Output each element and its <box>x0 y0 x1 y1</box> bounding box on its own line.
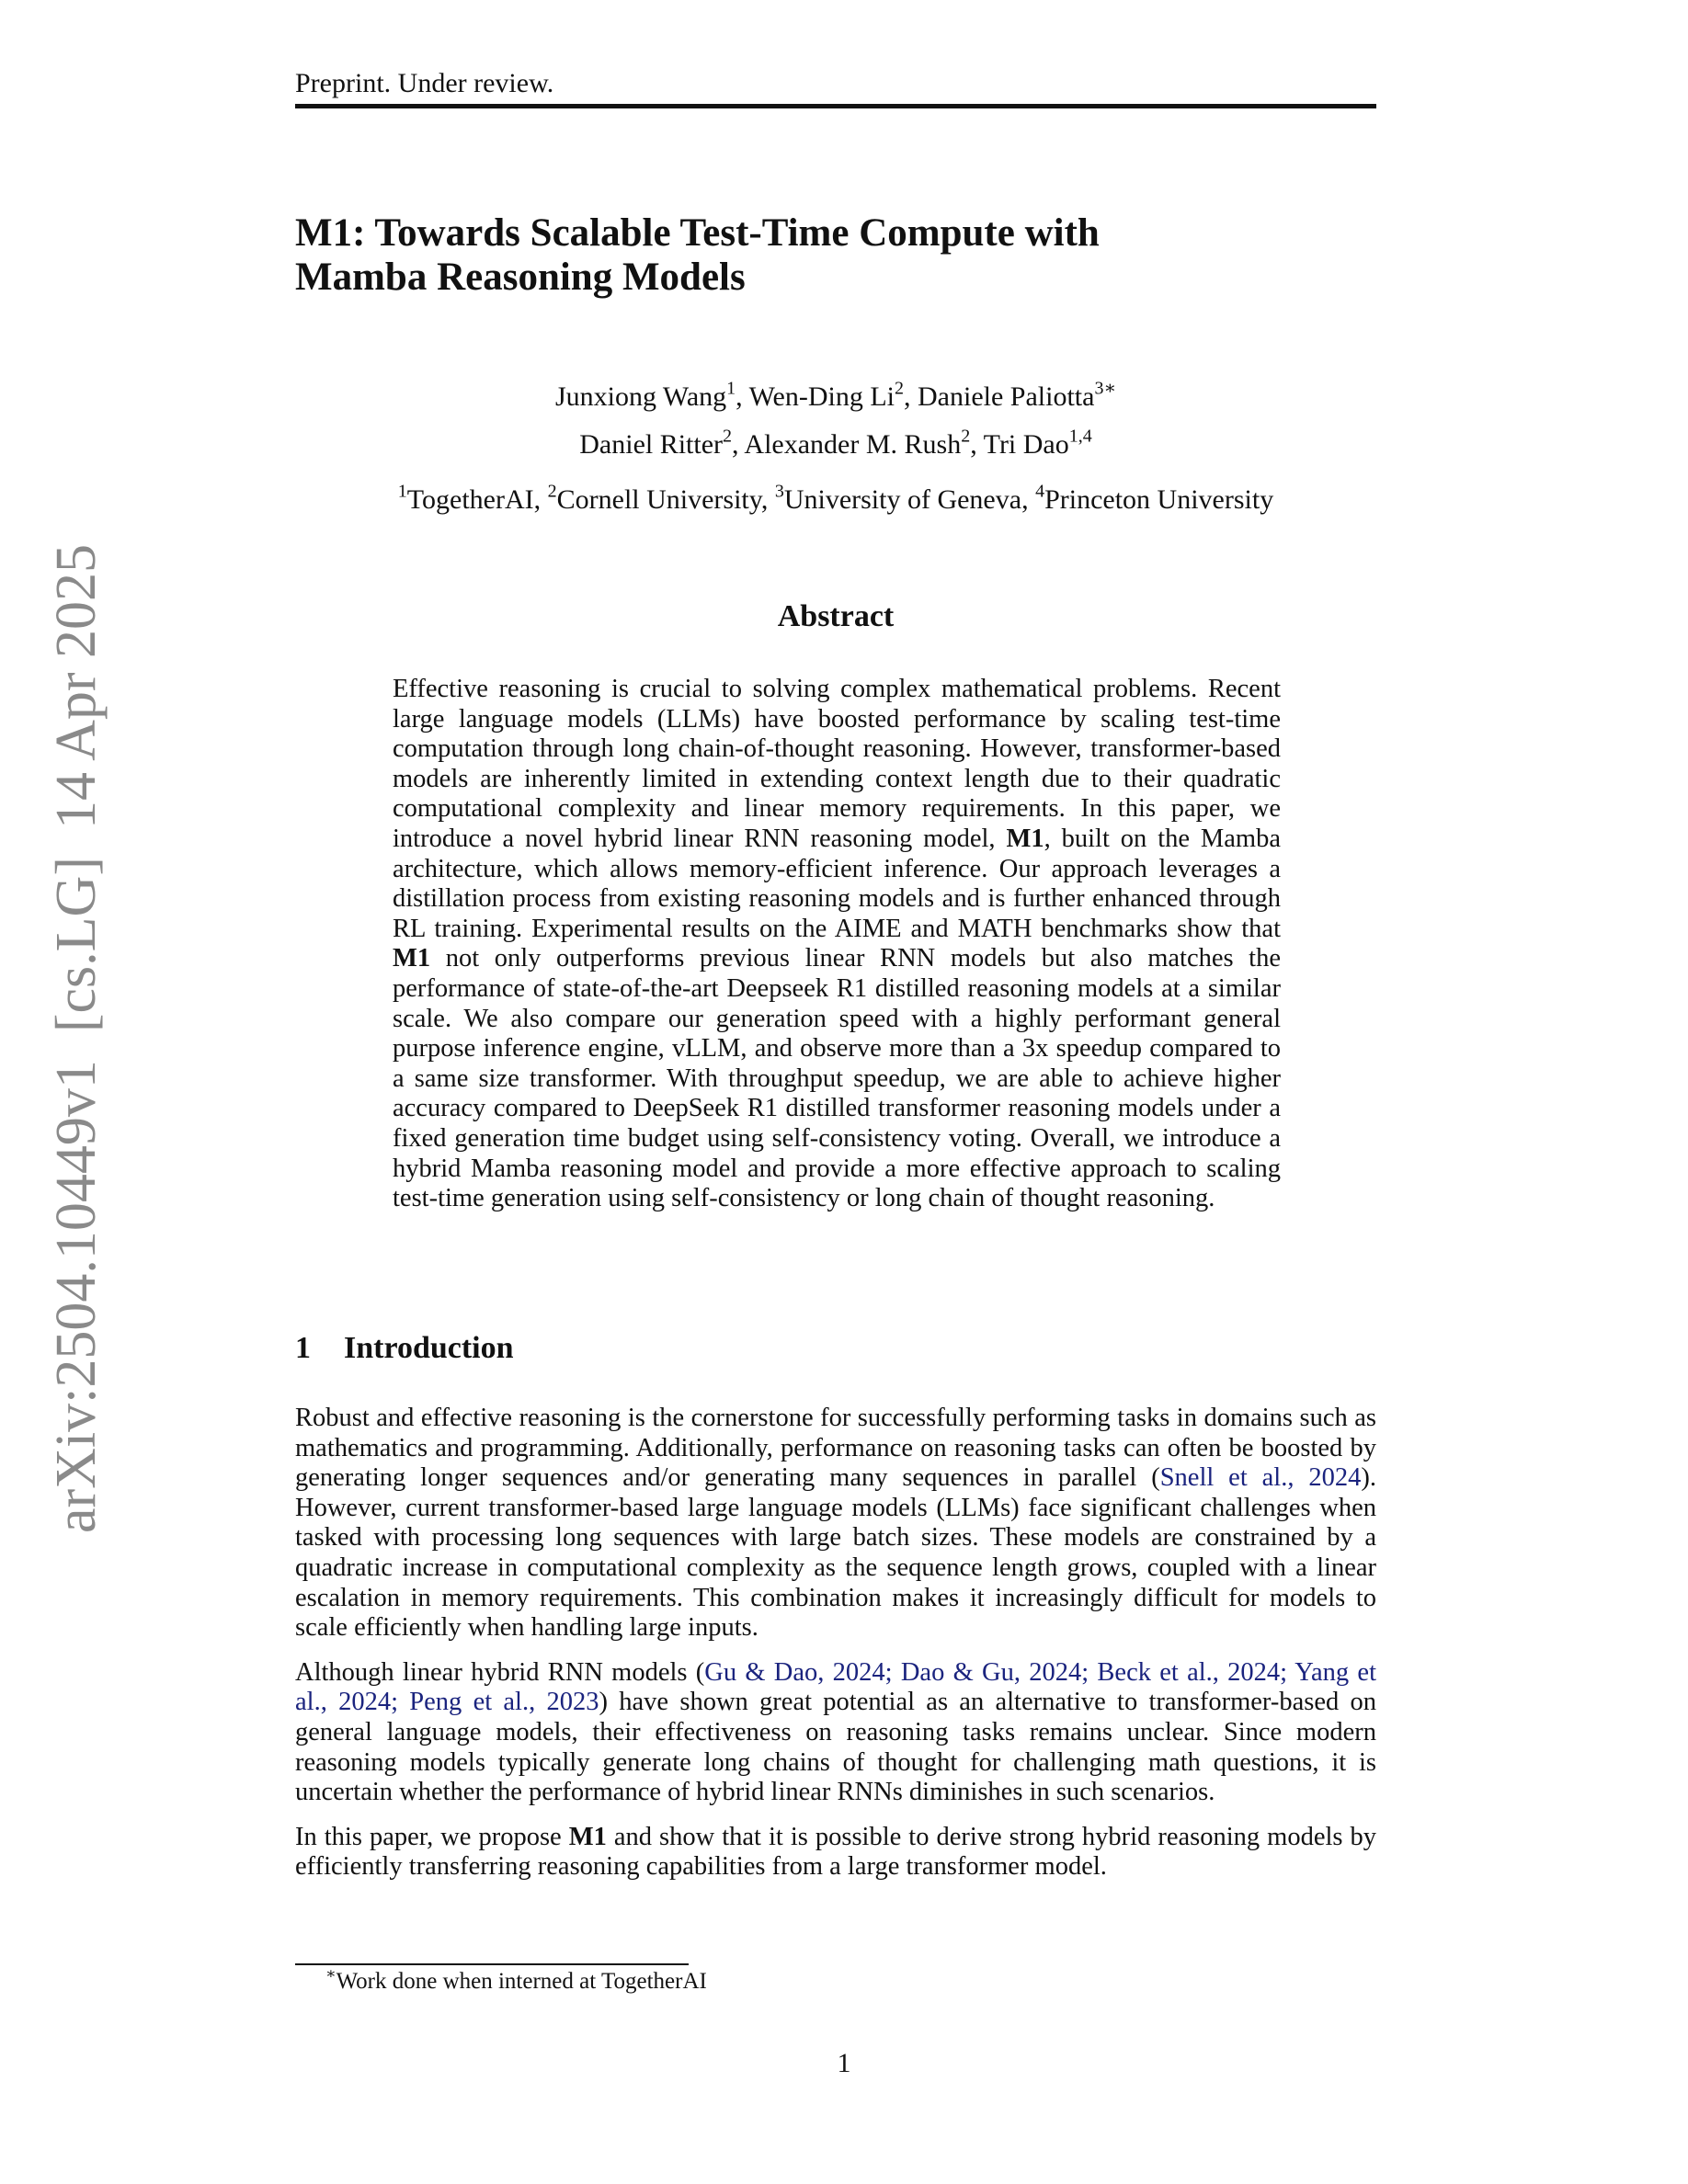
title-line-2: Mamba Reasoning Models <box>295 256 746 299</box>
affil-separator: , <box>760 484 775 515</box>
author-affil-mark: 2 <box>961 426 971 447</box>
author-separator: , <box>732 429 745 460</box>
author-separator: , <box>970 429 984 460</box>
affil-number: 2 <box>547 481 557 502</box>
affiliation-name: University of Geneva <box>783 484 1022 515</box>
paragraph-segment: ). However, current transformer-based large language models (LLMs) face significant challenges when tasked with processing long sequences with large batch sizes. These models are constrained by a quadratic increase in computational complexity as the sequence length grows, coupled with a linear escalation in memory requirements. This combination makes it increasingly difficult for models to scale efficiently when handling large inputs. <box>295 1463 1376 1643</box>
arxiv-category: [cs.LG] <box>45 857 108 1033</box>
section-title: Introduction <box>344 1331 514 1365</box>
introduction-body <box>295 1404 1376 1897</box>
affiliation-name: TogetherAI <box>406 484 534 515</box>
intro-paragraph-2 <box>295 1658 1376 1808</box>
author-affil-mark: 2 <box>723 426 733 447</box>
abstract-text <box>393 675 1281 1214</box>
paragraph-segment: In this paper, we propose <box>295 1822 569 1851</box>
intro-paragraph-1 <box>295 1404 1376 1644</box>
footnote-text: Work done when interned at TogetherAI <box>336 1969 707 1994</box>
citation-link[interactable]: Snell et al., 2024 <box>1159 1463 1362 1493</box>
affil-number: 1 <box>397 481 407 502</box>
author-name: Wen-Ding Li <box>748 381 895 412</box>
paragraph-segment: Although linear hybrid RNN models ( <box>295 1657 705 1687</box>
author-name: Daniele Paliotta <box>918 381 1095 412</box>
author-separator: , <box>904 381 918 412</box>
affil-number: 3 <box>774 481 784 502</box>
section-number: 1 <box>295 1331 311 1365</box>
header-rule <box>295 104 1376 108</box>
affil-number: 4 <box>1035 481 1045 502</box>
affiliation-name: Princeton University <box>1044 484 1274 515</box>
affiliation-name: Cornell University <box>556 484 761 515</box>
paragraph-segment: and show that it is possible to derive strong hybrid reasoning models by efficiently transferring reasoning capabilities from a large transformer model. <box>295 1822 1377 1882</box>
author-separator: , <box>736 381 749 412</box>
arxiv-date: 14 Apr 2025 <box>45 544 108 830</box>
author-name: Alexander M. Rush <box>744 429 962 460</box>
affiliation-line <box>295 476 1376 524</box>
author-line-2 <box>295 421 1376 469</box>
author-affil-mark: 3∗ <box>1094 378 1117 399</box>
paper-title <box>295 211 1306 300</box>
footnote-rule <box>295 1963 689 1965</box>
author-block <box>295 373 1376 524</box>
page-number: 1 <box>837 2048 851 2078</box>
model-name-bold: M1 <box>393 944 431 973</box>
abstract-segment: not only outperforms previous linear RNN models but also matches the performance of state-of-the-art Deepseek R1 distilled reasoning models at a similar scale. We also compare our generation speed with a highly performant general purpose inference engine, vLLM, and observe more than a 3x speedup compared to a same size transformer. With throughput speedup, we are able to achieve higher accuracy compared to DeepSeek R1 distilled transformer reasoning models under a fixed generation time budget using self-consistency voting. Overall, we introduce a hybrid Mamba reasoning model and provide a more effective approach to scaling test-time generation using self-consistency or long chain of thought reasoning. <box>393 944 1281 1213</box>
footnote <box>325 1964 707 1995</box>
intro-paragraph-3 <box>295 1823 1376 1883</box>
author-name: Junxiong Wang <box>554 381 727 412</box>
paragraph-segment: ) have shown great potential as an alternative to transformer-based on general language models, their effectiveness on reasoning tasks remains unclear. Since modern reasoning models typically generate long chains of thought for challenging math questions, it is uncertain whether the performance of hybrid linear RNNs diminishes in such scenarios. <box>295 1688 1377 1807</box>
author-affil-mark: 1 <box>726 378 736 399</box>
abstract-segment: Effective reasoning is crucial to solving complex mathematical problems. Recent large language models (LLMs) have boosted performance by scaling test-time computation through long chain-of-thought reasoning. However, transformer-based models are inherently limited in extending context length due to their quadratic computational complexity and linear memory requirements. In this paper, we introduce a novel hybrid linear RNN reasoning model, <box>393 675 1281 853</box>
arxiv-id: arXiv:2504.10449v1 <box>45 1060 108 1533</box>
running-head: Preprint. Under review. <box>295 68 554 98</box>
author-affil-mark: 2 <box>895 378 905 399</box>
author-name: Tri Dao <box>983 429 1069 460</box>
footnote-mark: ∗ <box>325 1964 336 1983</box>
author-affil-mark: 1,4 <box>1068 426 1092 447</box>
model-name-bold: M1 <box>1006 824 1044 853</box>
author-name: Daniel Ritter <box>579 429 724 460</box>
abstract-heading: Abstract <box>777 599 895 633</box>
author-line-1 <box>295 373 1376 421</box>
abstract-segment: , built on the Mamba architecture, which allows memory-efficient inference. Our approach leverages a distillation process from existing reasoning models and is further enhanced through RL training. Experimental results on the AIME and MATH benchmarks show that <box>393 824 1281 943</box>
affil-separator: , <box>533 484 548 515</box>
title-line-1: M1: Towards Scalable Test-Time Compute with <box>295 211 1100 255</box>
citation-links[interactable]: Gu & Dao, 2024; Dao & Gu, 2024; Beck et al., 2024; Yang et al., 2024; Peng et al., 2023 <box>295 1657 1376 1717</box>
section-heading-introduction <box>295 1331 514 1366</box>
paragraph-segment: Robust and effective reasoning is the cornerstone for successfully performing tasks in domains such as mathematics and programming. Additionally, performance on reasoning tasks can often be boosted by generating longer sequences and/or generating many sequences in parallel ( <box>295 1404 1376 1493</box>
affil-separator: , <box>1021 484 1036 515</box>
model-name-bold: M1 <box>568 1822 607 1851</box>
arxiv-sidebar-stamp <box>45 517 108 1533</box>
